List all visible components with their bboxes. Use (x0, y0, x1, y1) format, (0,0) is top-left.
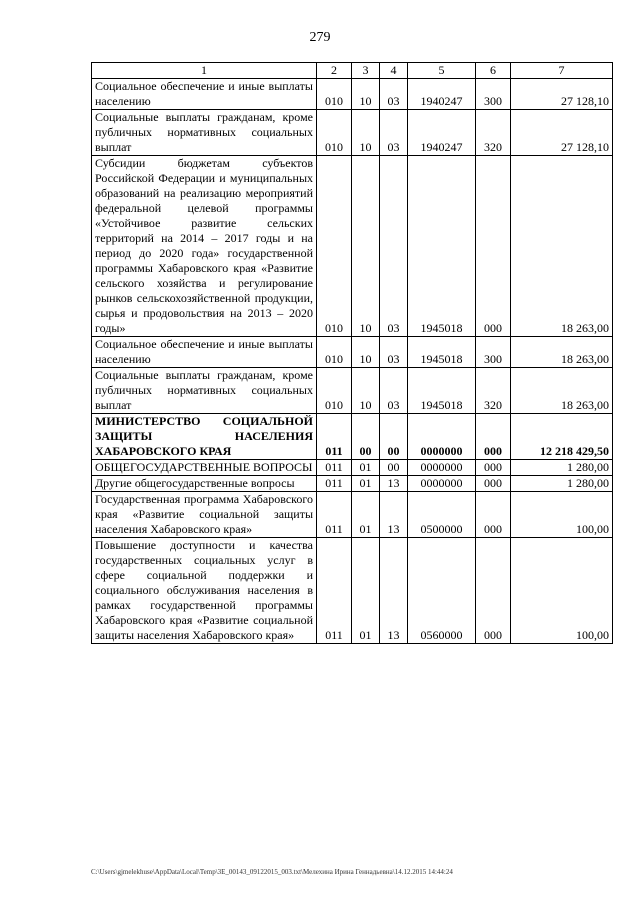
code-cell: 1940247 (408, 110, 476, 156)
table-row (92, 460, 613, 476)
row-name-cell: ОБЩЕГОСУДАРСТВЕННЫЕ ВОПРОСЫ (92, 460, 317, 476)
code-cell: 000 (476, 476, 511, 492)
sum-cell: 100,00 (511, 538, 613, 644)
sum-cell: 1 280,00 (511, 460, 613, 476)
table-row (92, 476, 613, 492)
sum-cell: 27 128,10 (511, 79, 613, 110)
budget-table (91, 62, 613, 644)
code-cell: 10 (352, 337, 380, 368)
code-cell: 010 (317, 156, 352, 337)
sum-cell: 1 280,00 (511, 476, 613, 492)
row-name-cell: Повышение доступности и качества государственных социальных услуг в сфере социальной поддержки и социального обслуживания населения в рамках государственной программы Хабаровского края «Развитие социальной защиты населения Хабаровского края» (92, 538, 317, 644)
column-header: 3 (352, 63, 380, 79)
code-cell: 010 (317, 368, 352, 414)
column-header: 4 (380, 63, 408, 79)
code-cell: 00 (380, 414, 408, 460)
row-name-cell: Субсидии бюджетам субъектов Российской Федерации и муниципальных образований на реализацию мероприятий федеральной целевой программы «Устойчивое развитие сельских территорий на 2014 – 2017 годы и на период до 2020 года» государственной программы Хабаровского края «Развитие сельского хозяйства и регулирование рынков сельскохозяйственной продукции, сырья и продовольствия на 2013 – 2020 годы» (92, 156, 317, 337)
code-cell: 03 (380, 110, 408, 156)
page-number: 279 (309, 30, 331, 45)
code-cell: 00 (380, 460, 408, 476)
file-path-footer: C:\Users\gjmelekhuse\AppData\Local\Temp\3E_00143_09122015_003.txt\Мелехина Ирина Геннадьевна\14.12.2015 14:44:24 (91, 868, 453, 876)
code-cell: 03 (380, 368, 408, 414)
row-name-cell: Социальное обеспечение и иные выплаты населению (92, 337, 317, 368)
code-cell: 010 (317, 79, 352, 110)
code-cell: 1945018 (408, 368, 476, 414)
row-name-cell: МИНИСТЕРСТВО СОЦИАЛЬНОЙ ЗАЩИТЫ НАСЕЛЕНИЯ ХАБАРОВСКОГО КРАЯ (92, 414, 317, 460)
code-cell: 011 (317, 460, 352, 476)
code-cell: 011 (317, 476, 352, 492)
code-cell: 10 (352, 156, 380, 337)
code-cell: 0560000 (408, 538, 476, 644)
code-cell: 011 (317, 492, 352, 538)
row-name-cell: Социальные выплаты гражданам, кроме публичных нормативных социальных выплат (92, 110, 317, 156)
code-cell: 000 (476, 414, 511, 460)
code-cell: 01 (352, 538, 380, 644)
code-cell: 10 (352, 79, 380, 110)
table-row (92, 414, 613, 460)
table-row (92, 110, 613, 156)
sum-cell: 18 263,00 (511, 368, 613, 414)
row-name-cell: Социальные выплаты гражданам, кроме публичных нормативных социальных выплат (92, 368, 317, 414)
code-cell: 000 (476, 492, 511, 538)
code-cell: 0000000 (408, 476, 476, 492)
row-name-cell: Социальное обеспечение и иные выплаты населению (92, 79, 317, 110)
code-cell: 13 (380, 492, 408, 538)
code-cell: 000 (476, 156, 511, 337)
code-cell: 03 (380, 79, 408, 110)
table-row (92, 79, 613, 110)
code-cell: 01 (352, 492, 380, 538)
table-row (92, 492, 613, 538)
code-cell: 1940247 (408, 79, 476, 110)
column-header: 7 (511, 63, 613, 79)
code-cell: 00 (352, 414, 380, 460)
code-cell: 03 (380, 156, 408, 337)
code-cell: 300 (476, 79, 511, 110)
column-header: 6 (476, 63, 511, 79)
column-header: 1 (92, 63, 317, 79)
table-row (92, 337, 613, 368)
code-cell: 13 (380, 538, 408, 644)
code-cell: 1945018 (408, 156, 476, 337)
row-name-cell: Другие общегосударственные вопросы (92, 476, 317, 492)
code-cell: 300 (476, 337, 511, 368)
table-row (92, 538, 613, 644)
sum-cell: 100,00 (511, 492, 613, 538)
table-row (92, 368, 613, 414)
code-cell: 0000000 (408, 460, 476, 476)
table-row (92, 156, 613, 337)
code-cell: 000 (476, 538, 511, 644)
code-cell: 0500000 (408, 492, 476, 538)
code-cell: 0000000 (408, 414, 476, 460)
code-cell: 000 (476, 460, 511, 476)
code-cell: 01 (352, 476, 380, 492)
code-cell: 10 (352, 368, 380, 414)
code-cell: 320 (476, 110, 511, 156)
sum-cell: 27 128,10 (511, 110, 613, 156)
code-cell: 1945018 (408, 337, 476, 368)
code-cell: 320 (476, 368, 511, 414)
sum-cell: 18 263,00 (511, 337, 613, 368)
code-cell: 011 (317, 414, 352, 460)
row-name-cell: Государственная программа Хабаровского края «Развитие социальной защиты населения Хабаровского края» (92, 492, 317, 538)
header-row (92, 63, 613, 79)
code-cell: 010 (317, 110, 352, 156)
code-cell: 01 (352, 460, 380, 476)
sum-cell: 18 263,00 (511, 156, 613, 337)
code-cell: 03 (380, 337, 408, 368)
code-cell: 010 (317, 337, 352, 368)
code-cell: 13 (380, 476, 408, 492)
code-cell: 011 (317, 538, 352, 644)
code-cell: 10 (352, 110, 380, 156)
table-body (92, 79, 613, 644)
column-header: 5 (408, 63, 476, 79)
sum-cell: 12 218 429,50 (511, 414, 613, 460)
column-header: 2 (317, 63, 352, 79)
